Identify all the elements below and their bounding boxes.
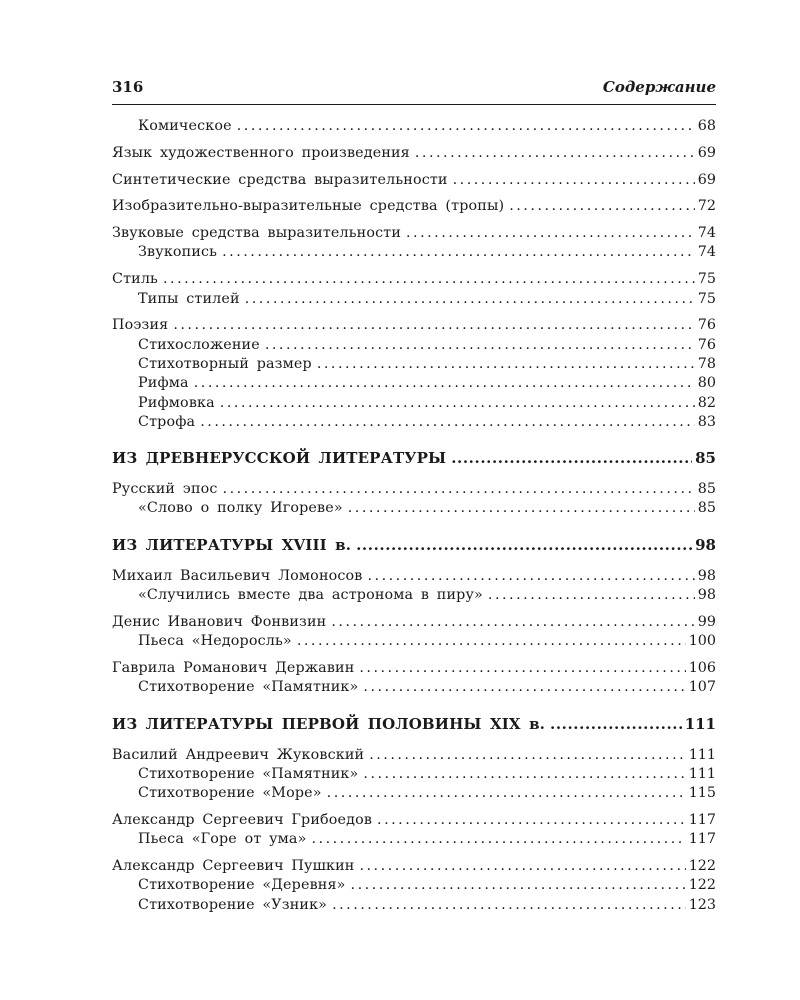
- dot-leader: [550, 714, 682, 735]
- toc-page-number: 107: [688, 679, 716, 696]
- toc-page-number: 82: [697, 394, 716, 411]
- toc-entry: [112, 613, 716, 632]
- dot-leader: [377, 811, 686, 830]
- toc-page-number: 123: [688, 896, 716, 913]
- toc-subentry: [112, 678, 716, 697]
- toc-entry: [112, 659, 716, 678]
- dot-leader: [415, 144, 695, 163]
- toc-page-number: 115: [688, 785, 716, 802]
- toc-page-number: 85: [697, 500, 716, 517]
- table-of-contents: [112, 117, 716, 915]
- dot-leader: [488, 586, 695, 605]
- dot-leader: [222, 243, 695, 262]
- toc-entry: [112, 857, 716, 876]
- toc-entry-title: Стихотворение «Море»: [138, 785, 322, 802]
- toc-page-number: 80: [697, 375, 716, 392]
- running-title: Содержание: [602, 78, 716, 96]
- toc-page-number: 76: [697, 336, 716, 353]
- toc-entry-title: Михаил Васильевич Ломоносов: [112, 567, 363, 584]
- toc-subentry: [112, 413, 716, 432]
- toc-page-number: 111: [688, 746, 716, 763]
- toc-entry-title: Василий Андреевич Жуковский: [112, 746, 365, 763]
- dot-leader: [406, 224, 695, 243]
- toc-page-number: 68: [697, 118, 716, 134]
- dot-leader: [194, 374, 695, 393]
- toc-entry-title: «Слово о полку Игореве»: [138, 500, 343, 517]
- dot-leader: [351, 876, 686, 895]
- toc-entry-title: Александр Сергеевич Пушкин: [112, 858, 355, 875]
- dot-leader: [363, 765, 685, 784]
- toc-entry-title: Изобразительно-выразительные средства (тропы): [112, 198, 505, 215]
- toc-entry: [112, 811, 716, 830]
- toc-subentry: [112, 355, 716, 374]
- toc-page-number: 76: [697, 317, 716, 334]
- toc-subentry: [112, 632, 716, 651]
- dot-leader: [297, 632, 686, 651]
- toc-entry: [112, 197, 716, 216]
- dot-leader: [237, 117, 695, 136]
- toc-section-heading: [112, 448, 716, 469]
- toc-entry: [112, 480, 716, 499]
- toc-entry-title: Поэзия: [112, 317, 169, 334]
- toc-entry-title: Язык художественного произведения: [112, 144, 410, 161]
- toc-subentry: [112, 243, 716, 262]
- toc-entry-title: Звуковые средства выразительности: [112, 225, 401, 242]
- dot-leader: [332, 896, 686, 915]
- dot-leader: [317, 355, 695, 374]
- toc-page-number: 75: [697, 290, 716, 307]
- toc-subentry: [112, 499, 716, 518]
- toc-entry-title: Стиль: [112, 271, 158, 288]
- toc-entry-title: Строфа: [138, 413, 196, 430]
- dot-leader: [173, 316, 694, 335]
- dot-leader: [369, 746, 686, 765]
- dot-leader: [453, 171, 695, 190]
- toc-subentry: [112, 784, 716, 803]
- toc-subentry: [112, 765, 716, 784]
- toc-page-number: 83: [697, 413, 716, 430]
- toc-entry-title: ИЗ ЛИТЕРАТУРЫ ПЕРВОЙ ПОЛОВИНЫ XIX в.: [112, 714, 546, 733]
- toc-entry-title: Синтетические средства выразительности: [112, 171, 448, 188]
- dot-leader: [327, 784, 686, 803]
- toc-entry-title: Александр Сергеевич Грибоедов: [112, 811, 373, 828]
- dot-leader: [223, 480, 695, 499]
- toc-entry: [112, 746, 716, 765]
- toc-entry-title: Стихотворение «Памятник»: [138, 679, 359, 696]
- toc-subentry: [112, 394, 716, 413]
- toc-section-heading: [112, 714, 716, 735]
- toc-entry-title: Звукопись: [138, 244, 218, 261]
- toc-entry-title: «Случились вместе два астронома в пиру»: [138, 587, 483, 604]
- toc-section-heading: [112, 535, 716, 556]
- toc-page-number: 74: [697, 244, 716, 261]
- dot-leader: [331, 613, 694, 632]
- toc-page-number: 78: [697, 355, 716, 372]
- dot-leader: [451, 448, 692, 469]
- toc-entry-title: Гаврила Романович Державин: [112, 659, 355, 676]
- dot-leader: [509, 197, 695, 216]
- toc-page-number: 111: [684, 714, 716, 733]
- toc-entry: [112, 270, 716, 289]
- dot-leader: [359, 857, 685, 876]
- toc-entry-title: Стихотворный размер: [138, 355, 312, 372]
- toc-subentry: [112, 830, 716, 849]
- toc-page-number: 106: [688, 659, 716, 676]
- page-header: [112, 78, 716, 105]
- toc-page-number: 74: [697, 225, 716, 242]
- toc-page-number: 100: [688, 633, 716, 650]
- toc-page-number: 117: [688, 831, 716, 848]
- toc-page-number: 72: [697, 198, 716, 215]
- toc-page-number: 69: [697, 171, 716, 188]
- toc-entry-title: Стихосложение: [138, 336, 260, 353]
- toc-subentry: [112, 117, 716, 136]
- toc-entry-title: Стихотворение «Памятник»: [138, 765, 359, 782]
- toc-entry-title: Стихотворение «Узник»: [138, 896, 328, 913]
- toc-page-number: 85: [697, 481, 716, 498]
- dot-leader: [311, 830, 685, 849]
- dot-leader: [368, 567, 695, 586]
- toc-page-number: 98: [695, 535, 716, 554]
- toc-page-number: 98: [697, 567, 716, 584]
- dot-leader: [359, 659, 685, 678]
- toc-page-number: 69: [697, 144, 716, 161]
- page-number: 316: [112, 78, 144, 96]
- toc-page-number: 122: [688, 858, 716, 875]
- toc-entry-title: Рифмовка: [138, 394, 215, 411]
- dot-leader: [363, 678, 685, 697]
- toc-entry-title: ИЗ ЛИТЕРАТУРЫ XVIII в.: [112, 535, 352, 554]
- dot-leader: [220, 394, 695, 413]
- toc-entry-title: Денис Иванович Фонвизин: [112, 613, 327, 630]
- dot-leader: [163, 270, 695, 289]
- toc-page-number: 111: [688, 765, 716, 782]
- toc-subentry: [112, 896, 716, 915]
- toc-subentry: [112, 876, 716, 895]
- toc-entry-title: Русский эпос: [112, 481, 218, 498]
- toc-page-number: 75: [697, 271, 716, 288]
- dot-leader: [245, 290, 695, 309]
- toc-subentry: [112, 290, 716, 309]
- toc-page-number: 85: [695, 449, 716, 468]
- toc-entry-title: ИЗ ДРЕВНЕРУССКОЙ ЛИТЕРАТУРЫ: [112, 449, 447, 468]
- toc-entry: [112, 567, 716, 586]
- toc-entry: [112, 224, 716, 243]
- toc-page-number: 99: [697, 613, 716, 630]
- toc-page-number: 98: [697, 587, 716, 604]
- toc-subentry: [112, 336, 716, 355]
- toc-entry-title: Пьеса «Горе от ума»: [138, 831, 307, 848]
- toc-entry-title: Комическое: [138, 118, 232, 134]
- toc-subentry: [112, 586, 716, 605]
- dot-leader: [265, 336, 695, 355]
- toc-page-number: 122: [688, 877, 716, 894]
- dot-leader: [356, 535, 692, 556]
- dot-leader: [348, 499, 695, 518]
- toc-page-number: 117: [688, 811, 716, 828]
- toc-entry-title: Пьеса «Недоросль»: [138, 633, 292, 650]
- toc-entry-title: Стихотворение «Деревня»: [138, 877, 346, 894]
- dot-leader: [200, 413, 695, 432]
- toc-entry: [112, 316, 716, 335]
- toc-entry-title: Рифма: [138, 375, 189, 392]
- toc-entry: [112, 171, 716, 190]
- toc-entry-title: Типы стилей: [138, 290, 240, 307]
- toc-entry: [112, 144, 716, 163]
- toc-subentry: [112, 374, 716, 393]
